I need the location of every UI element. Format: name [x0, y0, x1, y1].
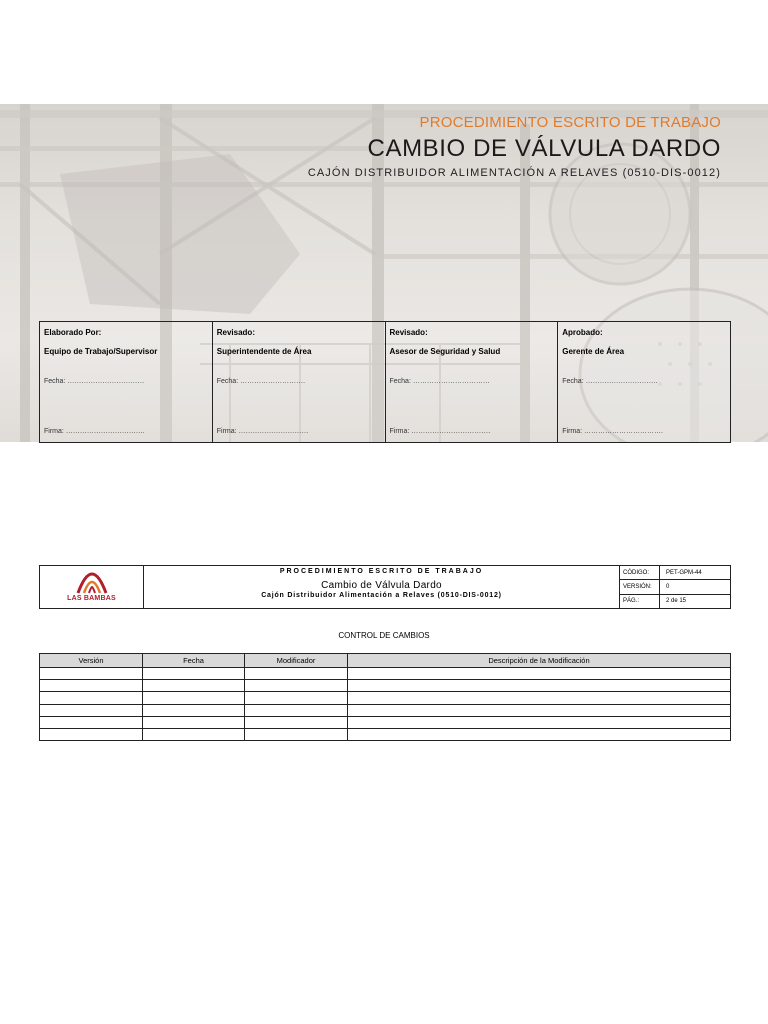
column-header: Modificador — [245, 654, 348, 668]
approval-cell-reviewed-safety — [385, 322, 558, 442]
signature-field: Firma: ……………………………. — [562, 428, 663, 435]
table-cell — [40, 704, 143, 716]
header-document-type: PROCEDIMIENTO ESCRITO DE TRABAJO — [279, 568, 484, 575]
procedure-subtitle: CAJÓN DISTRIBUIDOR ALIMENTACIÓN A RELAVES (0510-DIS-0012) — [307, 167, 721, 179]
table-cell — [143, 692, 245, 704]
table-cell — [143, 680, 245, 692]
table-cell — [143, 728, 245, 740]
column-header: Versión — [40, 654, 143, 668]
approval-person: Equipo de Trabajo/Supervisor — [44, 347, 158, 356]
cover-titles — [308, 114, 721, 179]
approval-person: Superintendente de Área — [216, 347, 312, 356]
meta-key: VERSIÓN: — [620, 580, 660, 593]
table-row — [40, 692, 731, 704]
company-logo — [40, 566, 144, 608]
approval-role: Revisado: — [389, 328, 428, 337]
table-cell — [348, 704, 731, 716]
signature-field: Firma: ………………………… — [216, 428, 309, 435]
table-cell — [348, 680, 731, 692]
table-cell — [245, 716, 348, 728]
table-cell — [245, 728, 348, 740]
date-field: Fecha: …………………………… — [389, 378, 490, 385]
meta-key: PÁG.: — [620, 595, 660, 608]
approval-person: Asesor de Seguridad y Salud — [389, 347, 501, 356]
table-row — [40, 704, 731, 716]
meta-code — [620, 566, 730, 579]
approval-cell-prepared — [40, 322, 212, 442]
date-field: Fecha: …………………………. — [562, 378, 658, 385]
table-cell — [245, 704, 348, 716]
table-row — [40, 680, 731, 692]
table-cell — [40, 668, 143, 680]
table-cell — [348, 668, 731, 680]
table-cell — [40, 728, 143, 740]
approval-role: Elaborado Por: — [44, 328, 102, 337]
date-field: Fecha: …………………………… — [44, 378, 145, 385]
header-title: Cambio de Válvula Dardo — [321, 580, 442, 591]
meta-value: 2 de 15 — [666, 598, 687, 605]
meta-version — [620, 579, 730, 593]
approvals-table — [39, 321, 731, 443]
change-control-title: CONTROL DE CAMBIOS — [338, 631, 430, 640]
header-title-block — [144, 566, 620, 608]
table-cell — [245, 680, 348, 692]
signature-field: Firma: ……………………………. — [44, 428, 145, 435]
approval-role: Aprobado: — [562, 328, 603, 337]
table-row — [40, 728, 731, 740]
document-meta — [620, 566, 730, 608]
table-cell — [245, 692, 348, 704]
signature-field: Firma: ……………………………. — [389, 428, 491, 435]
meta-key: CÓDIGO: — [620, 566, 660, 579]
las-bambas-logo-icon — [75, 572, 109, 594]
header-subtitle: Cajón Distribuidor Alimentación a Relaves (0510-DIS-0012) — [261, 592, 502, 599]
approval-person: Gerente de Área — [562, 347, 625, 356]
table-row — [40, 716, 731, 728]
page-header — [39, 565, 731, 609]
table-cell — [40, 680, 143, 692]
table-cell — [348, 728, 731, 740]
approval-cell-reviewed-superintendent — [212, 322, 385, 442]
table-cell — [348, 692, 731, 704]
table-cell — [245, 668, 348, 680]
change-control-table — [39, 653, 731, 741]
approval-role: Revisado: — [216, 328, 255, 337]
meta-page — [620, 594, 730, 608]
column-header: Fecha — [143, 654, 245, 668]
date-field: Fecha: ………………………. — [216, 378, 306, 385]
logo-text: LAS BAMBAS — [67, 595, 116, 602]
meta-value: 0 — [666, 583, 670, 590]
table-cell — [40, 716, 143, 728]
document-type-label: PROCEDIMIENTO ESCRITO DE TRABAJO — [419, 114, 721, 131]
table-cell — [143, 668, 245, 680]
approval-cell-approved — [557, 322, 730, 442]
table-cell — [143, 704, 245, 716]
procedure-title: CAMBIO DE VÁLVULA DARDO — [367, 135, 721, 162]
table-cell — [40, 692, 143, 704]
table-cell — [143, 716, 245, 728]
column-header: Descripción de la Modificación — [348, 654, 731, 668]
meta-value: PET-GPM-44 — [666, 569, 702, 576]
table-row — [40, 668, 731, 680]
table-header-row — [40, 654, 731, 668]
table-cell — [348, 716, 731, 728]
